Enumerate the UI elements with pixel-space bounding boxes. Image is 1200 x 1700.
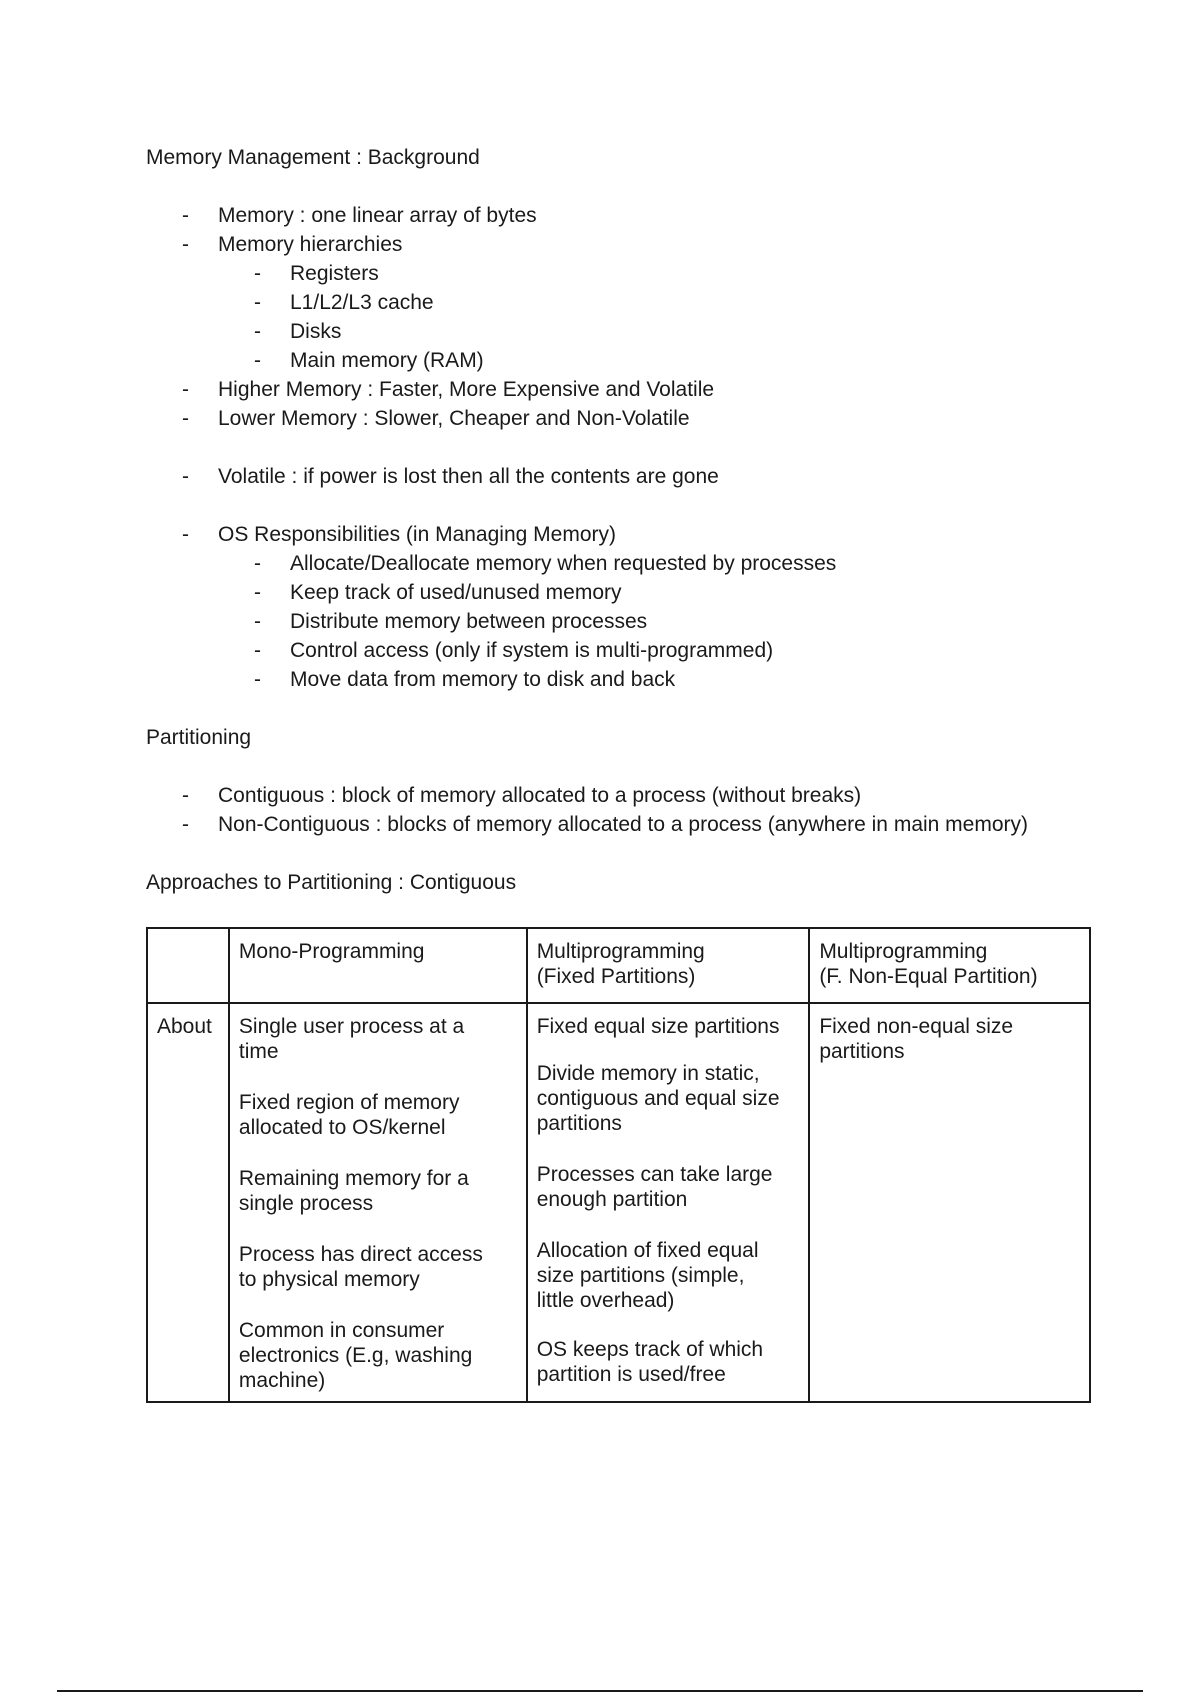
background-list: [146, 201, 1096, 694]
list-item-text: - Lower Memory : Slower, Cheaper and Non-Volatile: [218, 407, 690, 430]
table-row-label: About: [147, 1003, 229, 1402]
table-cell-non-equal-partition: Fixed non-equal size partitions: [809, 1003, 1090, 1402]
list-item-text: - Memory : one linear array of bytes: [218, 204, 537, 227]
sub-list-item: - Control access (only if system is multi-programmed): [218, 636, 1096, 665]
list-item-text: - Higher Memory : Faster, More Expensive and Volatile: [218, 378, 714, 401]
sub-list-item: - Disks: [218, 317, 1096, 346]
list-item: [146, 404, 1096, 433]
list-item: [146, 375, 1096, 404]
table-cell-fixed-partitions: Fixed equal size partitions Divide memory in static, contiguous and equal size partitions Processes can take large enough partition Allocation of fixed equal size partitions (simple, little overhead) OS keeps track of which partition is used/free: [527, 1003, 810, 1402]
table-header-cell-empty: [147, 928, 229, 1003]
list-item-text: - Volatile : if power is lost then all the contents are gone: [218, 465, 719, 488]
sub-list-item: - Allocate/Deallocate memory when requested by processes: [218, 549, 1096, 578]
partitioning-list: [146, 781, 1096, 839]
list-item: - Contiguous : block of memory allocated to a process (without breaks): [146, 781, 1096, 810]
list-item: [146, 520, 1096, 694]
table-cell-mono-programming: Single user process at a time Fixed region of memory allocated to OS/kernel Remaining memory for a single process Process has direct access to physical memory Common in consumer electronics (E.g, washing machine): [229, 1003, 527, 1402]
os-responsibilities-sublist: [218, 549, 1096, 694]
list-item: - Non-Contiguous : blocks of memory allocated to a process (anywhere in main memory): [146, 810, 1096, 839]
sub-list-item: - Registers: [218, 259, 1096, 288]
list-item: [146, 230, 1096, 375]
table-header-cell: Multiprogramming (Fixed Partitions): [527, 928, 810, 1003]
list-item: [146, 462, 1096, 491]
document-page: [146, 143, 1096, 1403]
table-header-cell: Multiprogramming (F. Non-Equal Partition): [809, 928, 1090, 1003]
table-row: [147, 1003, 1090, 1402]
section-heading-approaches: Approaches to Partitioning : Contiguous: [146, 871, 517, 894]
list-item-text: - OS Responsibilities (in Managing Memory): [218, 523, 616, 546]
table-header-row: [147, 928, 1090, 1003]
sub-list-item: - L1/L2/L3 cache: [218, 288, 1096, 317]
list-item-text: - Memory hierarchies: [218, 233, 402, 256]
page-bottom-rule: [57, 1690, 1143, 1692]
sub-list-item: - Move data from memory to disk and back: [218, 665, 1096, 694]
table-header-cell: Mono-Programming: [229, 928, 527, 1003]
list-item: [146, 201, 1096, 230]
sub-list-item: - Main memory (RAM): [218, 346, 1096, 375]
sub-list-item: - Distribute memory between processes: [218, 607, 1096, 636]
sub-list-item: - Keep track of used/unused memory: [218, 578, 1096, 607]
section-heading-memory-management: Memory Management : Background: [146, 146, 480, 169]
memory-hierarchy-sublist: [218, 259, 1096, 375]
section-heading-partitioning: Partitioning: [146, 726, 252, 749]
partitioning-comparison-table: [146, 927, 1091, 1403]
